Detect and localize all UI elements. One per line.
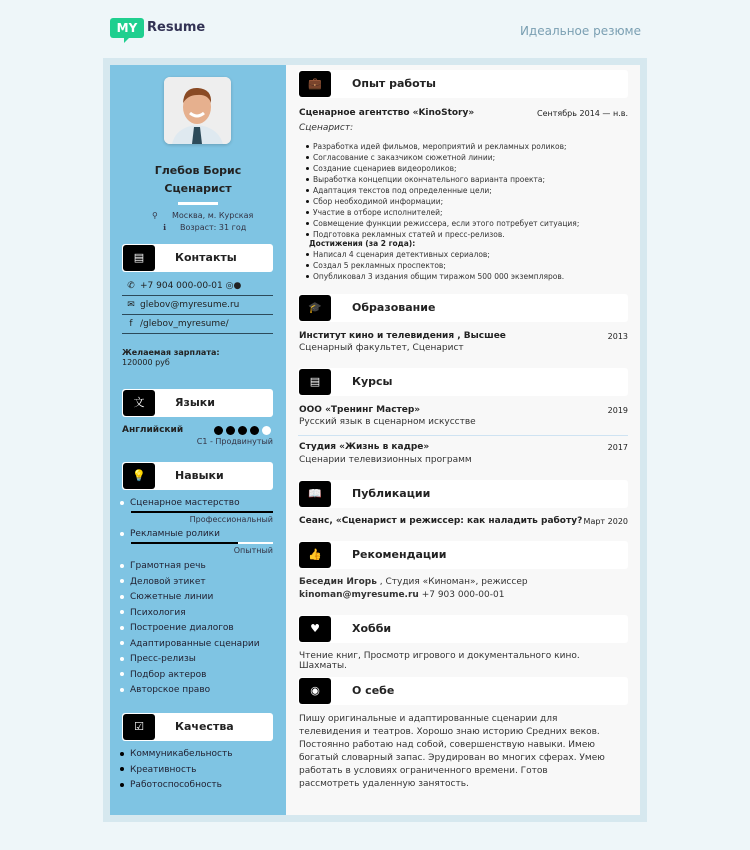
facebook-row[interactable]: [122, 315, 273, 334]
logo-text[interactable]: Resume: [147, 20, 206, 35]
location: Москва, м. Курская: [172, 211, 254, 220]
institution: Институт кино и телевидения , Высшее: [299, 331, 506, 341]
contacts-heading: Контакты: [175, 251, 237, 264]
whatsapp-icon[interactable]: ◎: [225, 281, 234, 291]
course-year: 2017: [607, 443, 628, 452]
achievements-list: [299, 249, 564, 282]
checkbox-icon: ☑: [123, 714, 155, 740]
about-heading: О себе: [352, 684, 395, 697]
thumbs-up-icon: 👍: [299, 542, 331, 568]
recommender: [299, 577, 528, 587]
skills-heading: Навыки: [175, 469, 224, 482]
hobby-heading: Хобби: [352, 622, 392, 635]
course-name: Сценарии телевизионных программ: [299, 455, 472, 465]
duty-item: Создание сценариев видеороликов;: [299, 163, 579, 174]
skill-item: Сюжетные линии: [120, 592, 213, 602]
document-icon: ▤: [299, 369, 331, 395]
skill-item: Рекламные ролики: [120, 529, 220, 539]
rating-dot: [214, 426, 223, 435]
recommender-contact: [299, 590, 504, 600]
languages-header: [122, 389, 273, 417]
course-org: Студия «Жизнь в кадре»: [299, 442, 430, 452]
telegram-icon[interactable]: ●: [233, 281, 242, 291]
course-year: 2019: [607, 406, 628, 415]
skill-level: Профессиональный: [189, 515, 273, 524]
recommender-name: Беседин Игорь: [299, 577, 377, 587]
about-text: Пишу оригинальные и адаптированные сценарии для телевидения и театров. Хорошо знаю историю Средних веков. Постоянно работаю над собой, совершенствую навыки. Имею богатый словарный запас. Эрудирован во многих сферах. Умею работать в условиях ограниченного времени. Готов рассмотреть удаленную занятость.: [299, 714, 605, 789]
quality-item: Креативность: [120, 765, 196, 775]
skill-bar: [131, 511, 273, 513]
tagline: Идеальное резюме: [519, 24, 641, 38]
quality-item: Коммуникабельность: [120, 749, 233, 759]
rating-dot: [250, 426, 259, 435]
skills-header: [122, 462, 273, 490]
publications-heading: Публикации: [352, 487, 431, 500]
publications-header: [298, 480, 628, 508]
duty-item: Подготовка рекламных статей и пресс-релизов.: [299, 229, 579, 240]
skill-item: Деловой этикет: [120, 577, 206, 587]
skill-bar: [131, 542, 273, 544]
lightbulb-icon: 💡: [123, 463, 155, 489]
recommendations-heading: Рекомендации: [352, 548, 447, 561]
qualities-heading: Качества: [175, 720, 234, 733]
info-icon: ℹ: [163, 223, 167, 232]
contacts-header: [122, 244, 273, 272]
experience-header: [298, 70, 628, 98]
language-name: Английский: [122, 425, 184, 435]
heart-icon: ♥: [299, 616, 331, 642]
publication-title: Сеанс, «Сценарист и режиссер: как наладить работу?: [299, 516, 583, 526]
rating-dot: [262, 426, 271, 435]
skill-level: Опытный: [233, 546, 273, 555]
education-year: 2013: [607, 332, 628, 341]
email: glebov@myresume.ru: [140, 300, 240, 310]
rating-dot: [226, 426, 235, 435]
phone-icon: ✆: [127, 281, 135, 291]
phone: +7 904 000-00-01: [140, 281, 223, 291]
publication-date: Март 2020: [583, 517, 628, 526]
salary-value: 120000 руб: [122, 358, 170, 367]
skill-item: Психология: [120, 608, 186, 618]
recommender-email[interactable]: kinoman@myresume.ru: [299, 590, 419, 600]
achievements-label: Достижения (за 2 года):: [309, 239, 416, 248]
duty-item: Участие в отборе исполнителей;: [299, 207, 579, 218]
age: Возраст: 31 год: [180, 223, 247, 232]
location-icon: ⚲: [152, 211, 158, 220]
education-header: [298, 294, 628, 322]
course-org: ООО «Тренинг Мастер»: [299, 405, 421, 415]
recommender-phone: +7 903 000-00-01: [418, 590, 505, 600]
period: Сентябрь 2014 — н.в.: [537, 109, 628, 118]
recommender-details: , Студия «Киноман», режиссер: [376, 577, 528, 587]
user-icon: ◉: [299, 678, 331, 704]
quality-item: Работоспособность: [120, 780, 222, 790]
hobby-header: [298, 615, 628, 643]
skill-item: Сценарное мастерство: [120, 498, 240, 508]
logo-mark[interactable]: MY: [110, 18, 144, 38]
facebook: /glebov_myresume/: [140, 319, 229, 329]
skill-item: Построение диалогов: [120, 623, 234, 633]
rating-dot: [238, 426, 247, 435]
candidate-name: Глебов Борис: [154, 164, 242, 177]
avatar: [164, 77, 231, 144]
duty-item: Согласование с заказчиком сюжетной линии;: [299, 152, 579, 163]
courses-heading: Курсы: [352, 375, 393, 388]
course-name: Русский язык в сценарном искусстве: [299, 417, 476, 427]
skill-item: Подбор актеров: [120, 670, 206, 680]
skill-item: Авторское право: [120, 685, 210, 695]
skill-item: Грамотная речь: [120, 561, 206, 571]
contact-card-icon: ▤: [123, 245, 155, 271]
achievement-item: Написал 4 сценария детективных сериалов;: [299, 249, 564, 260]
duty-item: Сбор необходимой информации;: [299, 196, 579, 207]
company: Сценарное агентство «KinoStory»: [299, 108, 475, 118]
phone-row[interactable]: [122, 277, 273, 296]
duty-item: Совмещение функции режиссера, если этого потребует ситуация;: [299, 218, 579, 229]
skill-item: Пресс-релизы: [120, 654, 196, 664]
book-icon: 📖: [299, 481, 331, 507]
facebook-icon: f: [129, 319, 133, 329]
courses-header: [298, 368, 628, 396]
duty-item: Выработка концепции окончательного варианта проекта;: [299, 174, 579, 185]
experience-heading: Опыт работы: [352, 77, 436, 90]
education-details: Сценарный факультет, Сценарист: [299, 343, 464, 353]
position: Сценарист:: [299, 123, 354, 133]
education-heading: Образование: [352, 301, 436, 314]
qualities-header: [122, 713, 273, 741]
hobby-text: Чтение книг, Просмотр игрового и документального кино. Шахматы.: [299, 651, 580, 671]
recommendations-header: [298, 541, 628, 569]
languages-heading: Языки: [175, 396, 215, 409]
duty-item: Разработка идей фильмов, мероприятий и рекламных роликов;: [299, 141, 579, 152]
candidate-title: Сценарист: [164, 182, 232, 195]
divider: [178, 202, 218, 205]
mail-icon: ✉: [127, 300, 135, 310]
divider: [298, 435, 628, 436]
translate-icon: 文: [123, 390, 155, 416]
graduation-cap-icon: 🎓: [299, 295, 331, 321]
briefcase-icon: 💼: [299, 71, 331, 97]
about-header: [298, 677, 628, 705]
achievement-item: Создал 5 рекламных проспектов;: [299, 260, 564, 271]
duties-list: [299, 141, 579, 240]
achievement-item: Опубликовал 3 издания общим тиражом 500 000 экземпляров.: [299, 271, 564, 282]
salary-label: Желаемая зарплата:: [122, 348, 220, 357]
language-level: C1 - Продвинутый: [196, 437, 273, 446]
skill-item: Адаптированные сценарии: [120, 639, 260, 649]
email-row[interactable]: [122, 296, 273, 315]
duty-item: Адаптация текстов под определенные цели;: [299, 185, 579, 196]
